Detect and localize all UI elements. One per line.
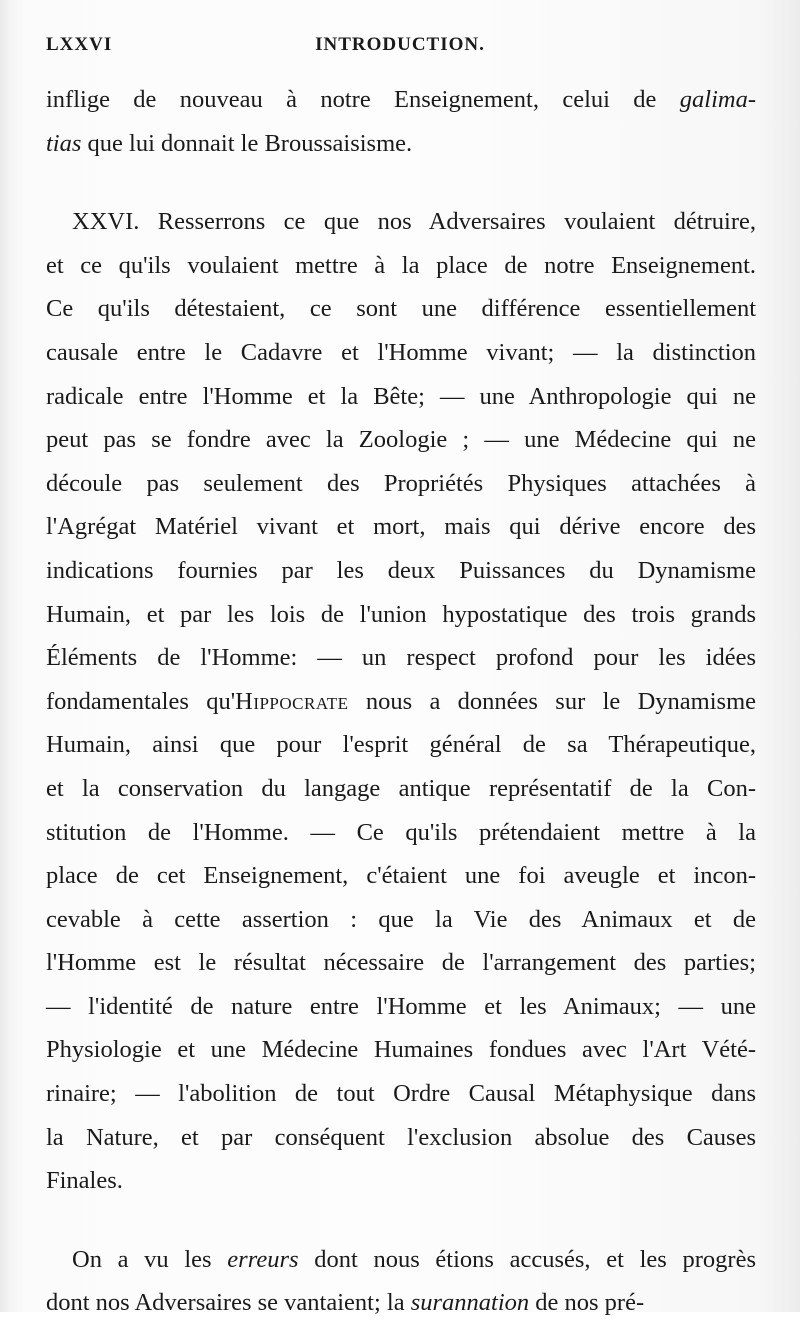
text-line bbox=[46, 1072, 756, 1116]
text-line bbox=[46, 1116, 756, 1160]
text-line bbox=[46, 811, 756, 855]
text-run: radicale entre l'Homme et la Bête; — une Anthropologie qui ne bbox=[46, 382, 756, 410]
text-line bbox=[46, 78, 756, 122]
text-line bbox=[46, 244, 756, 288]
text-run: et ce qu'ils voulaient mettre à la place de notre Enseignement. bbox=[46, 251, 756, 279]
paragraph bbox=[46, 78, 756, 165]
running-title: INTRODUCTION. bbox=[315, 34, 485, 55]
text-run: Physiologie et une Médecine Humaines fondues avec l'Art Vété- bbox=[46, 1036, 756, 1064]
body-text bbox=[46, 78, 756, 1325]
text-run: stitution de l'Homme. — Ce qu'ils prétendaient mettre à la bbox=[46, 818, 756, 846]
text-run: place de cet Enseignement, c'étaient une foi aveugle et incon- bbox=[46, 862, 756, 890]
text-run: inflige de nouveau à notre Enseignement, celui de bbox=[46, 86, 680, 113]
text-run: rinaire; — l'abolition de tout Ordre Causal Métaphysique dans bbox=[46, 1080, 756, 1108]
text-line bbox=[46, 723, 756, 767]
text-run: Humain, ainsi que pour l'esprit général de sa Thérapeutique, bbox=[46, 731, 756, 759]
text-line bbox=[46, 200, 756, 244]
text-line bbox=[46, 505, 756, 549]
text-run: peut pas se fondre avec la Zoologie ; — une Médecine qui ne bbox=[46, 426, 756, 454]
text-line bbox=[46, 680, 756, 724]
text-line bbox=[46, 985, 756, 1029]
text-line bbox=[46, 549, 756, 593]
text-line bbox=[46, 418, 756, 462]
text-run: et la conservation du langage antique représentatif de la Con- bbox=[46, 774, 756, 802]
text-run: Ce qu'ils détestaient, ce sont une différence essentiellement bbox=[46, 295, 756, 323]
text-run: dont nous étions accusés, et les progrès bbox=[298, 1245, 756, 1273]
text-run: l'Homme est le résultat nécessaire de l'arrangement des parties; bbox=[46, 949, 756, 977]
italic-text: erreurs bbox=[227, 1245, 299, 1273]
text-run: — l'identité de nature entre l'Homme et les Animaux; — une bbox=[46, 992, 756, 1020]
paragraph-gap bbox=[46, 165, 756, 200]
text-run: Finales. bbox=[46, 1167, 123, 1195]
text-line bbox=[46, 1159, 756, 1203]
text-line bbox=[46, 1028, 756, 1072]
text-run: dont nos Adversaires se vantaient; la bbox=[46, 1289, 411, 1317]
small-caps-name: Hippocrate bbox=[235, 687, 349, 715]
italic-text: galima- bbox=[679, 86, 756, 113]
text-run: de nos pré- bbox=[529, 1289, 645, 1317]
text-line bbox=[46, 898, 756, 942]
page-number: LXXVI bbox=[46, 34, 113, 55]
text-line bbox=[46, 287, 756, 331]
text-line bbox=[46, 1238, 756, 1282]
text-run: Éléments de l'Homme: — un respect profond pour les idées bbox=[46, 644, 756, 672]
italic-text: surannation bbox=[410, 1289, 530, 1317]
text-run: nous a données sur le Dynamisme bbox=[348, 687, 757, 715]
text-line bbox=[46, 1281, 756, 1325]
text-line bbox=[46, 375, 756, 419]
text-line bbox=[46, 331, 756, 375]
text-line bbox=[46, 854, 756, 898]
text-run: fondamentales qu' bbox=[46, 687, 236, 715]
text-line bbox=[46, 767, 756, 811]
text-run: l'Agrégat Matériel vivant et mort, mais qui dérive encore des bbox=[46, 513, 756, 541]
paragraph-gap bbox=[46, 1203, 756, 1238]
text-run: On a vu les bbox=[72, 1245, 228, 1273]
text-run: causale entre le Cadavre et l'Homme vivant; — la distinction bbox=[46, 338, 756, 366]
page-header bbox=[46, 34, 754, 60]
text-line bbox=[46, 941, 756, 985]
text-run: découle pas seulement des Propriétés Physiques attachées à bbox=[46, 469, 756, 497]
text-line bbox=[46, 636, 756, 680]
text-run: Humain, et par les lois de l'union hypostatique des trois grands bbox=[46, 600, 756, 628]
text-run: cevable à cette assertion : que la Vie des Animaux et de bbox=[46, 905, 756, 933]
italic-text: tias bbox=[46, 129, 82, 157]
text-run: indications fournies par les deux Puissances du Dynamisme bbox=[46, 556, 756, 584]
text-line bbox=[46, 462, 756, 506]
text-run: que lui donnait le Broussaisisme. bbox=[81, 129, 413, 157]
text-line bbox=[46, 593, 756, 637]
paragraph bbox=[46, 200, 756, 1203]
text-run: la Nature, et par conséquent l'exclusion absolue des Causes bbox=[46, 1123, 756, 1151]
text-line bbox=[46, 122, 756, 166]
text-run: XXVI. Resserrons ce que nos Adversaires voulaient détruire, bbox=[72, 208, 756, 236]
